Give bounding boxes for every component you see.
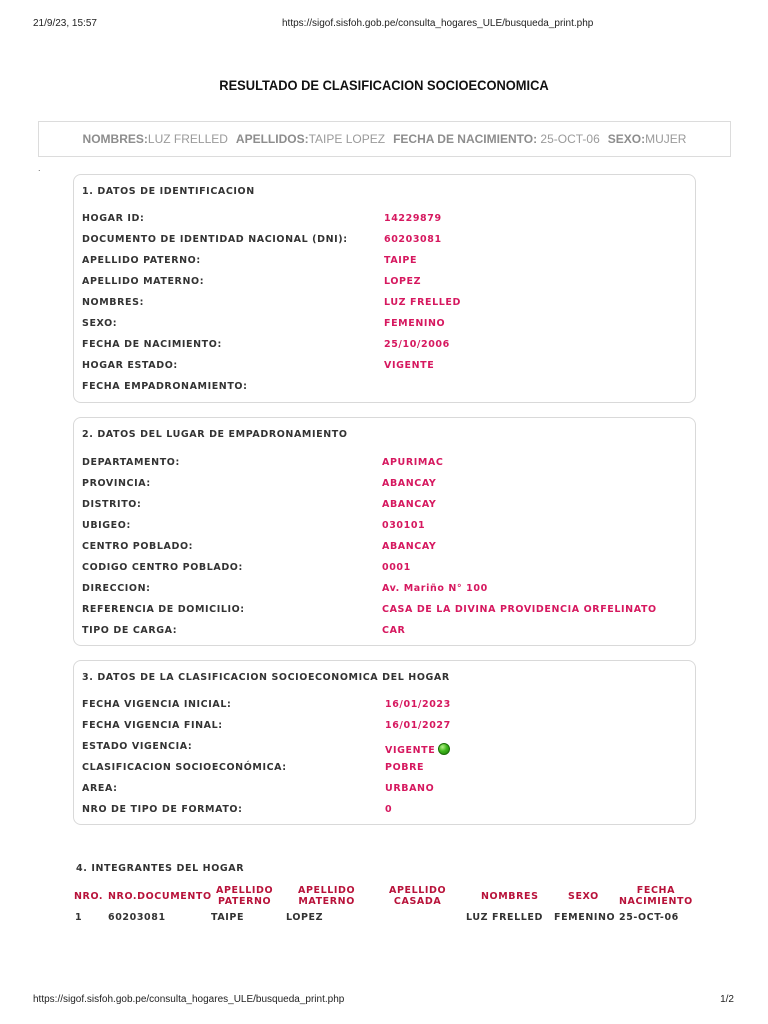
field-row-apellido-paterno [82, 255, 687, 271]
col-header-line: APELLIDO [216, 885, 274, 896]
section-empadronamiento-title: 2. DATOS DEL LUGAR DE EMPADRONAMIENTO [82, 429, 348, 440]
summary-apellidos-value: TAIPE LOPEZ [308, 132, 386, 146]
field-label: UBIGEO: [82, 520, 131, 531]
page-title: RESULTADO DE CLASIFICACION SOCIOECONOMICA [219, 77, 549, 93]
field-row-fecha-nacimiento [82, 339, 687, 355]
summary-apellidos-label: APELLIDOS: [235, 132, 309, 146]
field-value: CAR [382, 625, 406, 636]
field-value: CASA DE LA DIVINA PROVIDENCIA ORFELINATO [382, 604, 657, 615]
field-row-hogar-id [82, 213, 687, 229]
cell-fecha-nacimiento: 25-OCT-06 [619, 912, 679, 923]
field-label: CODIGO CENTRO POBLADO: [82, 562, 243, 573]
col-header-line: CASADA [393, 896, 442, 907]
cell-apellido-paterno: TAIPE [211, 912, 245, 923]
print-page-number: 1/2 [720, 994, 734, 1005]
field-row-direccion [82, 583, 687, 599]
field-value: ABANCAY [382, 541, 437, 552]
col-header-line: APELLIDO [389, 885, 447, 896]
field-label: TIPO DE CARGA: [82, 625, 178, 636]
summary-sexo [608, 132, 687, 146]
col-header-line: NACIMIENTO [619, 896, 693, 907]
cell-nro-documento: 60203081 [108, 912, 166, 923]
col-header-line: MATERNO [298, 896, 355, 907]
section-empadronamiento-card [73, 417, 696, 646]
field-row-estado-vigencia [82, 741, 687, 757]
field-value-with-status [385, 743, 450, 756]
field-value: 60203081 [384, 234, 442, 245]
col-header-apellido-paterno [216, 885, 273, 907]
field-label: DIRECCION: [82, 583, 151, 594]
field-row-codigo-centro-poblado [82, 562, 687, 578]
section-identificacion-card [73, 174, 696, 403]
field-row-referencia-domicilio [82, 604, 687, 620]
field-value: 030101 [382, 520, 426, 531]
summary-nacimiento-label: FECHA DE NACIMIENTO: [393, 132, 538, 146]
field-value: VIGENTE [385, 745, 436, 756]
field-value: 0 [385, 804, 393, 815]
cell-sexo: FEMENINO [554, 912, 616, 923]
green-status-dot-icon [438, 743, 450, 755]
field-row-hogar-estado [82, 360, 687, 376]
field-value: 0001 [382, 562, 411, 573]
field-value: VIGENTE [384, 360, 435, 371]
summary-nombres [83, 132, 228, 146]
col-header-sexo [568, 891, 599, 902]
col-header-line: PATERNO [218, 896, 272, 907]
field-value: URBANO [385, 783, 435, 794]
field-label: AREA: [82, 783, 118, 794]
field-row-fecha-empadronamiento [82, 381, 687, 397]
col-header-fecha-nacimiento [619, 885, 693, 907]
field-value: 16/01/2027 [385, 720, 451, 731]
field-label: HOGAR ID: [82, 213, 145, 224]
field-row-nro-tipo-formato [82, 804, 687, 820]
col-header-line: NRO.DOCUMENTO [108, 891, 212, 902]
field-value: 14229879 [384, 213, 442, 224]
field-row-fecha-vigencia-inicial [82, 699, 687, 715]
print-datetime: 21/9/23, 15:57 [33, 18, 97, 29]
field-row-clasificacion [82, 762, 687, 778]
field-label: APELLIDO PATERNO: [82, 255, 201, 266]
field-row-distrito [82, 499, 687, 515]
field-label: DISTRITO: [82, 499, 142, 510]
field-label: CLASIFICACION SOCIOECONÓMICA: [82, 762, 287, 773]
col-header-nro-documento [108, 891, 212, 902]
field-label: HOGAR ESTADO: [82, 360, 178, 371]
summary-sexo-value: MUJER [645, 132, 687, 146]
field-row-ubigeo [82, 520, 687, 536]
summary-apellidos [236, 132, 385, 146]
col-header-line: SEXO [568, 891, 599, 902]
col-header-line: NRO. [74, 891, 104, 902]
col-header-line: APELLIDO [298, 885, 356, 896]
print-header-url: https://sigof.sisfoh.gob.pe/consulta_hogares_ULE/busqueda_print.php [282, 18, 594, 29]
col-header-apellido-casada [389, 885, 446, 907]
field-label: ESTADO VIGENCIA: [82, 741, 193, 752]
field-label: FECHA VIGENCIA INICIAL: [82, 699, 232, 710]
col-header-line: NOMBRES [481, 891, 539, 902]
separator-dot: . [38, 163, 41, 173]
person-summary-bar [38, 121, 731, 157]
field-value: LOPEZ [384, 276, 422, 287]
field-row-apellido-materno [82, 276, 687, 292]
cell-apellido-materno: LOPEZ [286, 912, 324, 923]
col-header-nombres [481, 891, 539, 902]
field-label: FECHA VIGENCIA FINAL: [82, 720, 223, 731]
field-row-area [82, 783, 687, 799]
summary-sexo-label: SEXO: [607, 132, 646, 146]
summary-nacimiento [393, 132, 600, 146]
field-value: POBRE [385, 762, 425, 773]
field-label: NRO DE TIPO DE FORMATO: [82, 804, 243, 815]
field-value: LUZ FRELLED [384, 297, 462, 308]
section-clasificacion-card [73, 660, 696, 825]
field-row-centro-poblado [82, 541, 687, 557]
field-label: FECHA EMPADRONAMIENTO: [82, 381, 248, 392]
field-row-provincia [82, 478, 687, 494]
field-value: 25/10/2006 [384, 339, 450, 350]
field-label: PROVINCIA: [82, 478, 151, 489]
section-integrantes-title: 4. INTEGRANTES DEL HOGAR [76, 863, 245, 874]
summary-nombres-value: LUZ FRELLED [147, 132, 228, 146]
cell-nro: 1 [75, 912, 83, 923]
field-row-departamento [82, 457, 687, 473]
field-label: NOMBRES: [82, 297, 144, 308]
field-value: 16/01/2023 [385, 699, 451, 710]
col-header-nro [74, 891, 103, 902]
field-label: DEPARTAMENTO: [82, 457, 180, 468]
field-row-nombres [82, 297, 687, 313]
field-label: CENTRO POBLADO: [82, 541, 194, 552]
field-value: TAIPE [384, 255, 418, 266]
summary-nombres-label: NOMBRES: [82, 132, 148, 146]
field-label: DOCUMENTO DE IDENTIDAD NACIONAL (DNI): [82, 234, 348, 245]
section-clasificacion-title: 3. DATOS DE LA CLASIFICACION SOCIOECONOMICA DEL HOGAR [82, 672, 450, 683]
field-label: FECHA DE NACIMIENTO: [82, 339, 222, 350]
summary-nacimiento-value: 25-OCT-06 [540, 132, 600, 146]
section-identificacion-title: 1. DATOS DE IDENTIFICACION [82, 186, 255, 197]
field-row-dni [82, 234, 687, 250]
field-row-tipo-carga [82, 625, 687, 641]
print-footer-url: https://sigof.sisfoh.gob.pe/consulta_hogares_ULE/busqueda_print.php [33, 994, 345, 1005]
field-value: Av. Mariño N° 100 [382, 583, 488, 594]
field-label: REFERENCIA DE DOMICILIO: [82, 604, 245, 615]
cell-nombres: LUZ FRELLED [466, 912, 544, 923]
field-value: FEMENINO [384, 318, 446, 329]
col-header-line: FECHA [636, 885, 676, 896]
field-value: ABANCAY [382, 478, 437, 489]
field-value: ABANCAY [382, 499, 437, 510]
field-label: APELLIDO MATERNO: [82, 276, 205, 287]
col-header-apellido-materno [298, 885, 355, 907]
field-row-fecha-vigencia-final [82, 720, 687, 736]
field-value: APURIMAC [382, 457, 444, 468]
field-label: SEXO: [82, 318, 118, 329]
field-row-sexo [82, 318, 687, 334]
